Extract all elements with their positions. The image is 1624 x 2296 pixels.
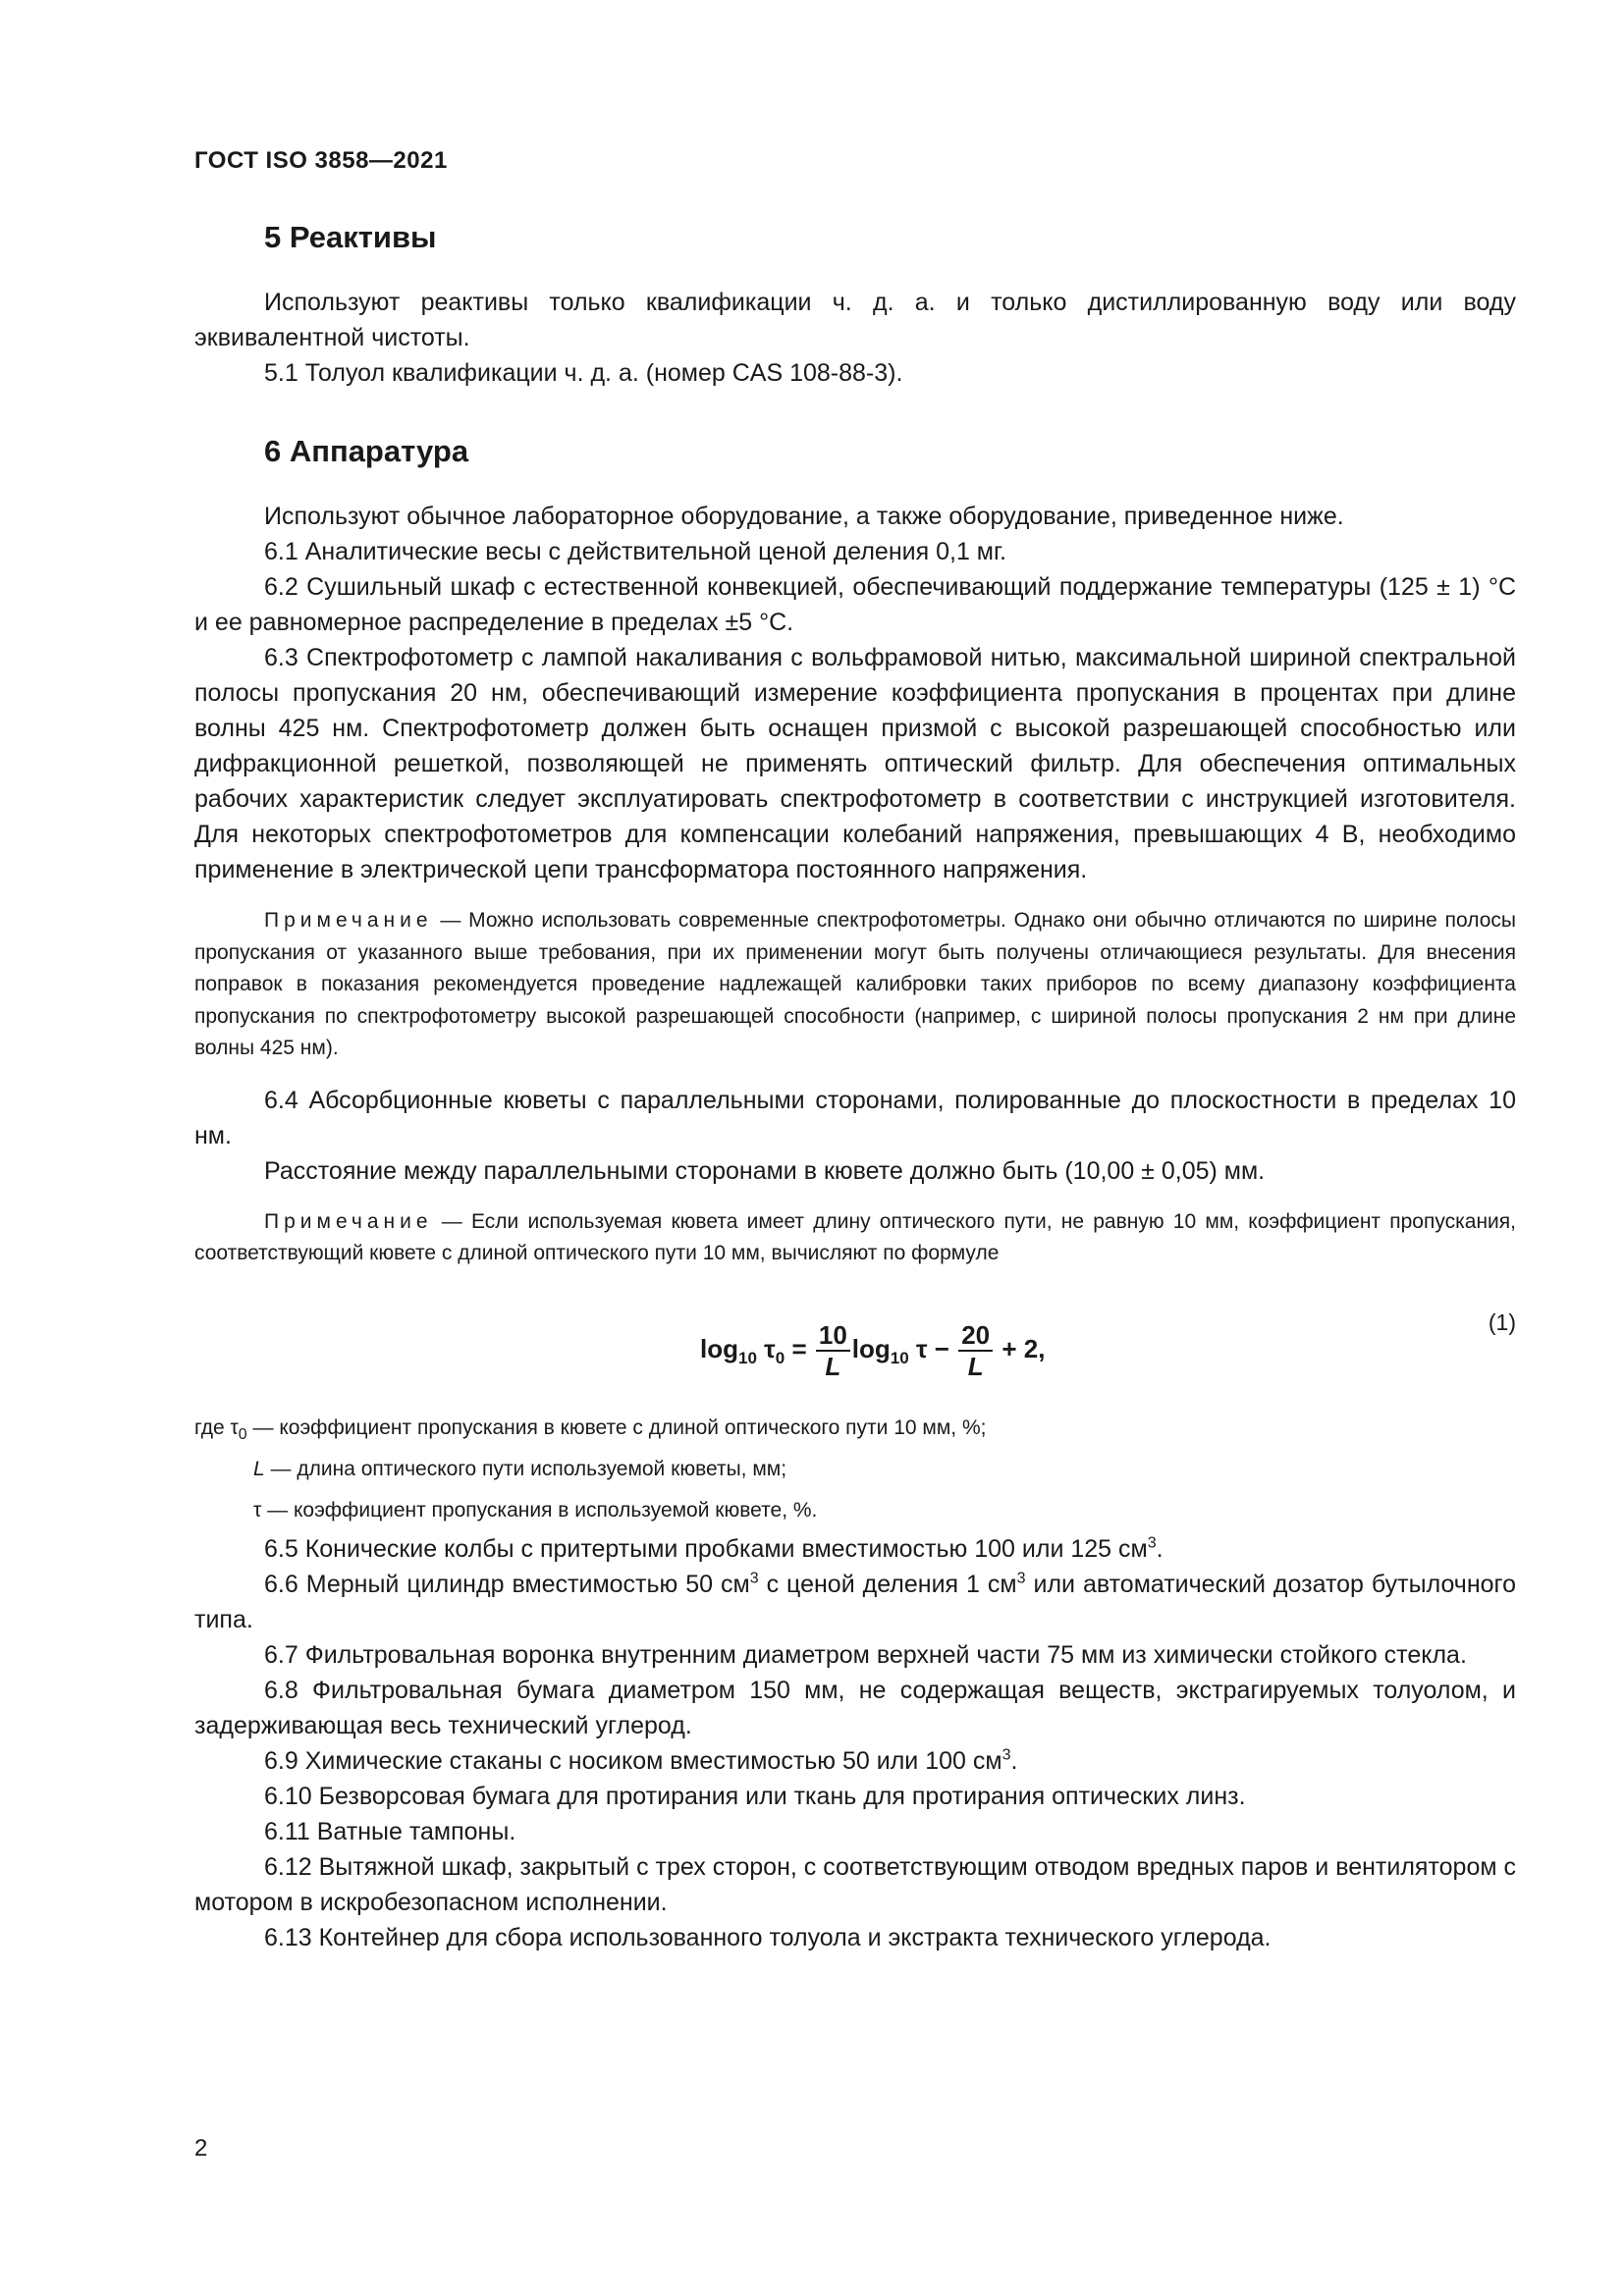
- equation-number: (1): [1488, 1308, 1516, 1335]
- note-2-label: Примечание: [264, 1209, 433, 1233]
- item-6-9-sup: 3: [1001, 1746, 1011, 1764]
- where-2-text: — длина оптического пути используемой кюветы, мм;: [264, 1457, 787, 1480]
- item-6-9-end: .: [1010, 1746, 1018, 1775]
- fraction-2-numerator: 20: [958, 1320, 993, 1352]
- where-1-prefix: где τ: [194, 1415, 239, 1439]
- item-6-5: [194, 1531, 1516, 1567]
- item-6-8: 6.8 Фильтровальная бумага диаметром 150 мм, не содержащая веществ, экстрагируемых толуолом, и задерживающая весь технический углерод.: [194, 1676, 1516, 1739]
- formula-minus: −: [927, 1333, 957, 1363]
- item-6-11: 6.11 Ватные тампоны.: [264, 1817, 516, 1845]
- formula-1: [700, 1309, 1045, 1388]
- fraction-1-numerator: 10: [816, 1320, 850, 1352]
- item-6-5-sup: 3: [1147, 1534, 1157, 1552]
- where-2-var: L: [253, 1457, 265, 1480]
- document-id-header: ГОСТ ISO 3858—2021: [194, 147, 448, 174]
- formula-log-2: log: [851, 1333, 891, 1363]
- formula-log-1: log: [700, 1333, 738, 1363]
- section-5-heading: 5 Реактивы: [264, 220, 437, 254]
- formula-tau0: τ: [764, 1333, 776, 1363]
- item-6-10: 6.10 Безворсовая бумага для протирания или ткань для протирания оптических линз.: [264, 1782, 1246, 1810]
- item-6-6-c: или автоматический дозатор бутылочного типа.: [194, 1570, 1517, 1633]
- page-number: 2: [194, 2135, 208, 2162]
- note-1-label: Примечание: [264, 909, 433, 932]
- item-6-1: 6.1 Аналитические весы с действительной ценой деления 0,1 мг.: [264, 538, 1006, 565]
- note-1: [194, 905, 1516, 1065]
- formula-plus-two: + 2,: [995, 1333, 1046, 1363]
- page-content: [194, 218, 1516, 1955]
- section-6-heading: 6 Аппаратура: [264, 434, 469, 468]
- formula-equals: =: [785, 1333, 814, 1363]
- item-6-13: 6.13 Контейнер для сбора использованного толуола и экстракта технического углерода.: [264, 1923, 1272, 1951]
- section-5-paragraph: Используют реактивы только квалификации ч. д. а. и только дистиллированную воду или воду эквивалентной чистоты.: [194, 289, 1516, 351]
- formula-tau0-sub: 0: [775, 1348, 785, 1367]
- item-6-3: 6.3 Спектрофотометр с лампой накаливания с вольфрамовой нитью, максимальной шириной спектральной полосы пропускания 20 нм, обеспечивающий измерение коэффициента пропускания в процентах при длине волны 425 нм. Спектрофотометр должен быть оснащен призмой с высокой разрешающей способностью или дифракционной решеткой, позволяющей не применять оптический фильтр. Для обеспечения оптимальных рабочих характеристик следует эксплуатировать спектрофотометр в соответствии с инструкцией изготовителя. Для некоторых спектрофотометров для компенсации колебаний напряжения, превышающих 4 В, необходимо применение в электрической цепи трансформатора постоянного напряжения.: [194, 644, 1516, 883]
- item-6-2: 6.2 Сушильный шкаф с естественной конвекцией, обеспечивающий поддержание температуры (125 ± 1) °С и ее равномерное распределение в пределах ±5 °С.: [194, 573, 1516, 636]
- formula-base-1: 10: [738, 1348, 757, 1367]
- formula-fraction-2: [958, 1320, 993, 1381]
- where-line-1: [194, 1408, 1516, 1449]
- note-1-text: — Можно использовать современные спектрофотометры. Однако они обычно отличаются по ширине полосы пропускания от указанного выше требования, при их применении могут быть получены отличающиеся результаты. Для внесения поправок в показания рекомендуется проведение надлежащей калибровки таких приборов по всему диапазону коэффициента пропускания по спектрофотометру высокой разрешающей способности (например, с шириной полосы пропускания 2 нм при длине волны 425 нм).: [194, 909, 1516, 1059]
- fraction-1-denominator: L: [825, 1351, 841, 1381]
- item-6-6-sup-1: 3: [749, 1570, 759, 1587]
- formula-fraction-1: [816, 1320, 850, 1381]
- item-6-4-distance: Расстояние между параллельными сторонами в кювете должно быть (10,00 ± 0,05) мм.: [264, 1156, 1266, 1185]
- where-line-3: τ — коэффициент пропускания в используемой кювете, %.: [253, 1498, 818, 1522]
- note-2: [194, 1206, 1516, 1270]
- item-6-7: 6.7 Фильтровальная воронка внутренним диаметром верхней части 75 мм из химически стойкого стекла.: [264, 1640, 1467, 1669]
- where-1-text: — коэффициент пропускания в кювете с длиной оптического пути 10 мм, %;: [246, 1415, 987, 1439]
- item-6-6-a: 6.6 Мерный цилиндр вместимостью 50 см: [264, 1570, 750, 1598]
- item-6-9-text: 6.9 Химические стаканы с носиком вместимостью 50 или 100 см: [264, 1746, 1002, 1775]
- item-6-5-text: 6.5 Конические колбы с притертыми пробками вместимостью 100 или 125 см: [264, 1534, 1148, 1563]
- item-6-5-end: .: [1156, 1534, 1164, 1563]
- item-5-1: 5.1 Толуол квалификации ч. д. а. (номер CAS 108-88-3).: [264, 359, 903, 387]
- item-6-6-b: с ценой деления 1 см: [758, 1570, 1017, 1598]
- formula-base-2: 10: [890, 1348, 909, 1367]
- section-6-intro: Используют обычное лабораторное оборудование, а также оборудование, приведенное ниже.: [264, 503, 1344, 530]
- fraction-2-denominator: L: [967, 1351, 984, 1381]
- where-1-sub: 0: [238, 1425, 247, 1443]
- where-line-2: [194, 1449, 1516, 1490]
- item-6-6: [194, 1567, 1516, 1637]
- item-6-9: [194, 1743, 1516, 1779]
- item-6-4: 6.4 Абсорбционные кюветы с параллельными сторонами, полированные до плоскостности в пределах 10 нм.: [194, 1086, 1516, 1149]
- item-6-12: 6.12 Вытяжной шкаф, закрытый с трех сторон, с соответствующим отводом вредных паров и вентилятором с мотором в искробезопасном исполнении.: [194, 1852, 1516, 1916]
- formula-row: [194, 1292, 1516, 1408]
- formula-tau: τ: [915, 1333, 928, 1363]
- item-6-6-sup-2: 3: [1016, 1570, 1026, 1587]
- note-2-text: — Если используемая кювета имеет длину оптического пути, не равную 10 мм, коэффициент пропускания, соответствующий кювете с длиной оптического пути 10 мм, вычисляют по формуле: [194, 1209, 1516, 1264]
